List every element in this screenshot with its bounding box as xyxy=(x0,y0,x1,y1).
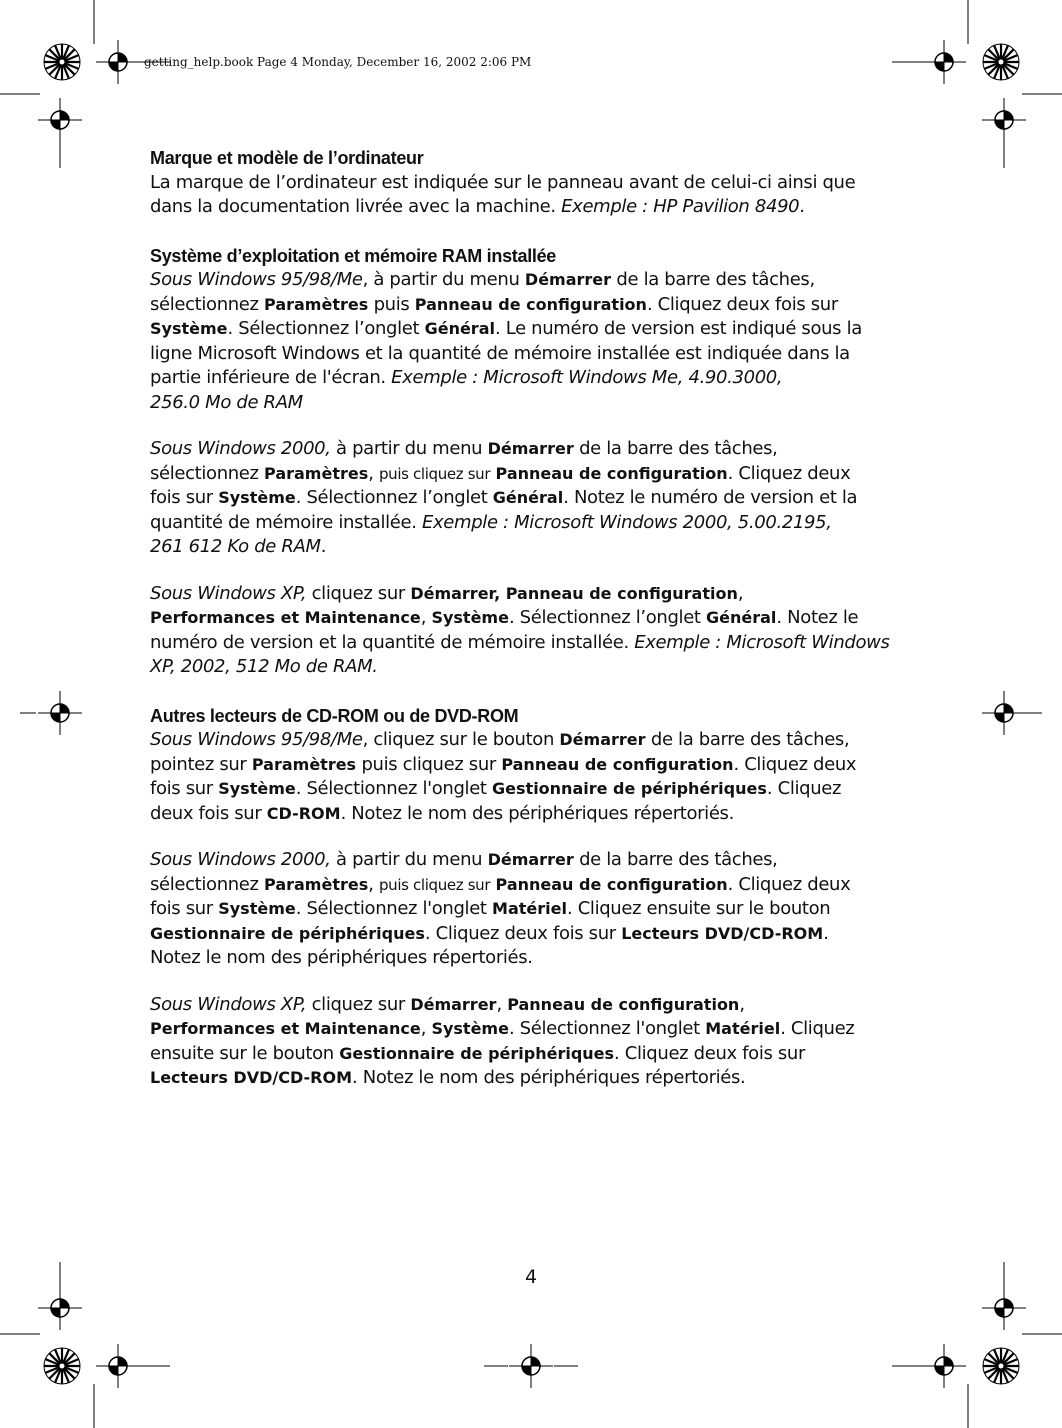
bold-term: Démarrer xyxy=(524,270,612,289)
document-body xyxy=(150,146,910,1115)
text-run: . Cliquez deux xyxy=(727,873,851,895)
italic-text: Exemple : Microsoft Windows Me, 4.90.3000, xyxy=(391,367,783,388)
page-number: 4 xyxy=(524,1266,538,1288)
bold-term: Démarrer xyxy=(559,730,646,749)
text-run: dans la documentation livrée avec la machine. xyxy=(150,196,562,217)
text-run: . Sélectionnez l'onglet xyxy=(508,1018,706,1039)
text-run: . Notez le nom des périphériques répertoriés. xyxy=(352,1067,746,1088)
text-run: . Sélectionnez l'onglet xyxy=(295,778,493,799)
paragraph xyxy=(150,268,910,415)
text-run: quantité de mémoire installée. xyxy=(150,511,422,533)
text-run: numéro de version et la quantité de mémoire installée. xyxy=(150,631,635,653)
text-run: de la barre des tâches, xyxy=(645,729,850,750)
bold-term: Système xyxy=(431,608,509,627)
registration-target-icon xyxy=(982,98,1026,142)
bold-term: Panneau de configuration xyxy=(507,994,740,1014)
paragraph xyxy=(150,171,910,220)
text-run: fois sur xyxy=(150,898,219,919)
text-run: . Sélectionnez l’onglet xyxy=(508,607,707,628)
text-run: Notez le nom des périphériques répertoriés. xyxy=(150,947,533,968)
italic-text: XP, 2002, 512 Mo de RAM. xyxy=(150,656,378,677)
bold-term: Général xyxy=(424,319,495,338)
bold-term: Panneau de configuration xyxy=(495,874,728,894)
italic-text: 256.0 Mo de RAM xyxy=(150,391,303,413)
paragraph xyxy=(150,437,910,560)
text-run: . Cliquez xyxy=(766,778,842,799)
text-line xyxy=(150,606,910,631)
text-run: . xyxy=(823,922,829,944)
bold-term: Performances et Maintenance xyxy=(150,608,421,627)
text-run: à partir du menu xyxy=(330,438,488,459)
registration-star-icon xyxy=(983,44,1019,80)
text-run: , xyxy=(420,607,432,628)
text-line xyxy=(150,462,910,487)
bold-term: Démarrer xyxy=(410,994,497,1014)
bold-term: Démarrer xyxy=(487,439,574,458)
text-run: cliquez sur xyxy=(306,582,411,604)
text-run: cliquez sur xyxy=(306,993,411,1015)
paragraph xyxy=(150,728,910,826)
text-run: , xyxy=(368,873,379,895)
text-run: La marque de l’ordinateur est indiquée sur le panneau avant de celui-ci ainsi que xyxy=(150,171,856,193)
italic-text: Sous Windows 2000, xyxy=(150,849,331,870)
italic-text: Sous Windows XP, xyxy=(150,993,307,1015)
text-run: . Notez le nom des périphériques répertoriés. xyxy=(340,802,734,824)
text-run: . Notez le xyxy=(776,607,859,628)
bold-term: Matériel xyxy=(705,1019,781,1038)
text-run: sélectionnez xyxy=(150,293,265,315)
registration-target-icon xyxy=(96,1344,140,1388)
text-line xyxy=(150,511,910,536)
text-run: partie inférieure de l'écran. xyxy=(150,367,392,388)
text-run: à partir du menu xyxy=(330,849,488,870)
text-line xyxy=(150,848,910,873)
bold-term: Lecteurs DVD/CD-ROM xyxy=(621,923,824,943)
text-run: , à partir du menu xyxy=(362,269,525,290)
bold-term: Général xyxy=(706,608,777,627)
bold-term: CD-ROM xyxy=(266,803,341,823)
registration-target-icon xyxy=(922,1344,966,1388)
text-run: sélectionnez xyxy=(150,873,265,895)
bold-term: Paramètres xyxy=(251,754,357,774)
text-run: , xyxy=(420,1018,432,1039)
bold-term: Système xyxy=(431,1019,509,1038)
bold-term: Gestionnaire de périphériques xyxy=(492,779,767,798)
bold-term: Démarrer, Panneau de configuration xyxy=(410,583,738,603)
bold-term: Gestionnaire de périphériques xyxy=(150,923,425,943)
italic-text: Exemple : HP Pavilion 8490 xyxy=(561,196,800,217)
text-run: , xyxy=(496,993,508,1015)
bold-term: Lecteurs DVD/CD-ROM xyxy=(150,1068,352,1087)
italic-text: Exemple : Microsoft Windows 2000, 5.00.2195, xyxy=(421,511,832,533)
text-line xyxy=(150,631,910,656)
text-run: puis cliquez sur xyxy=(378,464,491,483)
text-line xyxy=(150,728,910,753)
text-run: puis xyxy=(368,293,415,315)
registration-star-icon xyxy=(44,44,80,80)
text-run: , xyxy=(368,462,379,484)
text-line xyxy=(150,777,910,802)
text-line xyxy=(150,366,910,391)
bold-term: Système xyxy=(218,779,296,798)
section xyxy=(150,146,910,220)
text-line xyxy=(150,993,910,1018)
text-run: de la barre des tâches, xyxy=(573,438,778,459)
text-run: , xyxy=(739,993,745,1015)
bold-term: Paramètres xyxy=(264,294,369,314)
text-run: . Sélectionnez l’onglet xyxy=(227,318,425,339)
text-line xyxy=(150,753,910,778)
registration-target-icon xyxy=(922,40,966,84)
registration-target-icon xyxy=(982,691,1026,735)
italic-text: 261 612 Ko de RAM xyxy=(150,536,321,557)
bold-term: Matériel xyxy=(492,899,567,918)
text-run: puis cliquez sur xyxy=(378,875,491,894)
paragraph xyxy=(150,582,910,680)
registration-target-icon xyxy=(38,98,82,142)
bold-term: Gestionnaire de périphériques xyxy=(339,1043,615,1063)
text-run: . Cliquez deux fois sur xyxy=(424,922,622,944)
section-heading: Autres lecteurs de CD-ROM ou de DVD-ROM xyxy=(150,705,519,726)
text-run: . Cliquez deux fois sur xyxy=(646,293,838,315)
paragraph xyxy=(150,993,910,1091)
text-run: de la barre des tâches, xyxy=(573,849,778,870)
section xyxy=(150,704,910,1091)
text-line xyxy=(150,391,910,416)
text-run: . Cliquez ensuite sur le bouton xyxy=(566,898,831,919)
text-line xyxy=(150,1066,910,1091)
text-run: deux fois sur xyxy=(150,802,267,824)
text-run: . xyxy=(799,196,805,217)
section xyxy=(150,244,910,680)
bold-term: Panneau de configuration xyxy=(414,294,647,314)
registration-target-icon xyxy=(982,1286,1026,1330)
print-slug: getting_help.book Page 4 Monday, December 16, 2002 2:06 PM xyxy=(144,55,532,69)
bold-term: Système xyxy=(218,488,296,507)
text-run: ensuite sur le bouton xyxy=(150,1042,340,1064)
bold-term: Performances et Maintenance xyxy=(150,1019,421,1038)
text-line xyxy=(150,293,910,318)
text-line xyxy=(150,1017,910,1042)
text-line xyxy=(150,268,910,293)
text-line xyxy=(150,655,910,680)
bold-term: Démarrer xyxy=(487,850,574,869)
italic-text: Exemple : Microsoft Windows xyxy=(634,631,890,653)
text-run: sélectionnez xyxy=(150,462,265,484)
bold-term: Paramètres xyxy=(264,463,369,483)
bold-term: Général xyxy=(492,488,564,507)
text-line xyxy=(150,317,910,342)
text-run: . Notez le numéro de version et la xyxy=(563,487,858,508)
registration-star-icon xyxy=(44,1348,80,1384)
text-run: . Cliquez xyxy=(780,1018,855,1039)
text-run: fois sur xyxy=(150,487,219,508)
bold-term: Panneau de configuration xyxy=(501,754,734,774)
text-line xyxy=(150,922,910,947)
paragraph xyxy=(150,848,910,971)
bold-term: Paramètres xyxy=(264,874,369,894)
bold-term: Panneau de configuration xyxy=(495,463,728,483)
text-run: . xyxy=(320,536,327,557)
text-run: puis cliquez sur xyxy=(356,753,502,775)
text-line xyxy=(150,1042,910,1067)
bold-term: Système xyxy=(218,899,296,918)
text-run: ligne Microsoft Windows et la quantité de mémoire installée est indiquée dans la xyxy=(150,342,850,364)
registration-target-icon xyxy=(96,40,140,84)
section-heading: Marque et modèle de l’ordinateur xyxy=(150,148,424,168)
text-line xyxy=(150,897,910,922)
text-run: . Le numéro de version est indiqué sous la xyxy=(494,318,862,339)
registration-target-icon xyxy=(509,1344,553,1388)
registration-star-icon xyxy=(983,1348,1019,1384)
registration-target-icon xyxy=(38,691,82,735)
italic-text: Sous Windows XP, xyxy=(150,582,307,604)
text-line xyxy=(150,171,910,196)
text-line xyxy=(150,535,910,560)
text-run: . Cliquez deux fois sur xyxy=(614,1042,806,1064)
section-heading: Système d’exploitation et mémoire RAM installée xyxy=(150,245,557,266)
text-run: . Cliquez deux xyxy=(733,753,857,775)
text-run: , cliquez sur le bouton xyxy=(362,729,560,750)
text-line xyxy=(150,946,910,971)
text-line xyxy=(150,195,910,220)
text-run: , xyxy=(737,582,744,604)
text-line xyxy=(150,582,910,607)
text-run: de la barre des tâches, xyxy=(611,269,815,290)
text-line xyxy=(150,802,910,827)
italic-text: Sous Windows 95/98/Me xyxy=(150,269,363,290)
text-line xyxy=(150,486,910,511)
bold-term: Système xyxy=(150,319,228,338)
italic-text: Sous Windows 2000, xyxy=(150,438,331,459)
text-run: . Sélectionnez l'onglet xyxy=(295,898,493,919)
text-run: fois sur xyxy=(150,778,219,799)
text-line xyxy=(150,437,910,462)
text-run: . Sélectionnez l’onglet xyxy=(295,487,493,508)
text-line xyxy=(150,342,910,367)
text-run: . Cliquez deux xyxy=(727,462,851,484)
text-run: pointez sur xyxy=(150,753,252,775)
registration-target-icon xyxy=(38,1286,82,1330)
italic-text: Sous Windows 95/98/Me xyxy=(150,729,363,750)
text-line xyxy=(150,873,910,898)
